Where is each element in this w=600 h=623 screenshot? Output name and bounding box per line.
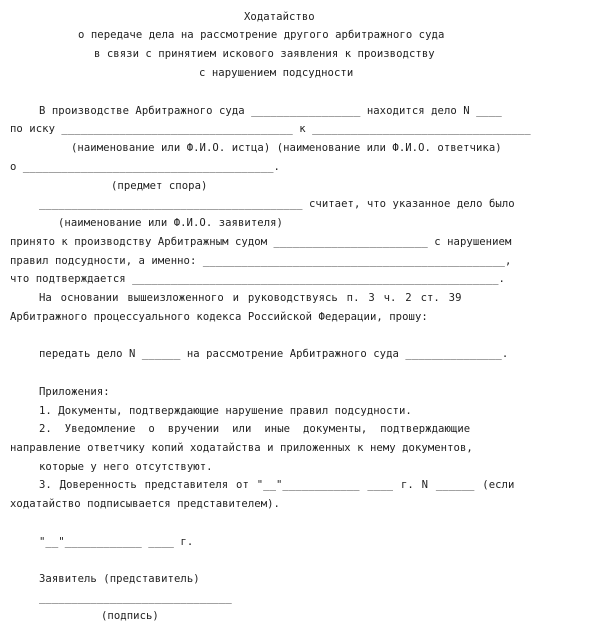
claim-parties-line: по иску ____________________________________ к __________________________________ [10,123,531,135]
document-subtitle-line-2: в связи с принятием искового заявления к производству [94,48,435,60]
document-title: Ходатайство [244,11,315,23]
applicant-caption: (наименование или Ф.И.О. заявителя) [58,217,283,229]
accepted-line: принято к производству Арбитражным судом ________________________ с нарушением [10,236,512,248]
legal-basis-line-2: Арбитражного процессуального кодекса Российской Федерации, прошу: [10,311,428,323]
date-line: "__"____________ ____ г. [39,536,194,548]
document-subtitle-line-3: с нарушением подсудности [199,67,354,79]
court-case-line: В производстве Арбитражного суда _________________ находится дело N ____ [39,105,502,117]
legal-basis-line-1: На основании вышеизложенного и руководствуясь п. 3 ч. 2 ст. 39 [39,292,462,304]
subject-caption: (предмет спора) [111,180,208,192]
request-line: передать дело N ______ на рассмотрение Арбитражного суда _______________. [39,348,509,360]
attachments-heading: Приложения: [39,386,110,398]
attachment-item-3-line-1: 3. Доверенность представителя от "__"____________ ____ г. N ______ (если [39,479,515,491]
applicant-line: _________________________________________ считает, что указанное дело было [39,198,515,210]
attachment-item-2-line-3: которые у него отсутствуют. [39,461,213,473]
attachment-item-2-line-1: 2. Уведомление о вручении или иные документы, подтверждающие [39,423,471,435]
parties-caption: (наименование или Ф.И.О. истца) (наименование или Ф.И.О. ответчика) [71,142,502,154]
confirmation-line: что подтверждается _________________________________________________________. [10,273,505,285]
attachment-item-3-line-2: ходатайство подписывается представителем). [10,498,280,510]
attachment-item-1: 1. Документы, подтверждающие нарушение правил подсудности. [39,405,412,417]
applicant-signature-label: Заявитель (представитель) [39,573,200,585]
attachment-item-2-line-2: направление ответчику копий ходатайства и приложенных к нему документов, [10,442,473,454]
signature-line: ______________________________ [39,592,232,604]
jurisdiction-rules-line: правил подсудности, а именно: _______________________________________________, [10,255,512,267]
signature-caption: (подпись) [101,610,159,622]
document-subtitle-line-1: о передаче дела на рассмотрение другого арбитражного суда [78,29,445,41]
subject-line: о _______________________________________. [10,161,280,173]
